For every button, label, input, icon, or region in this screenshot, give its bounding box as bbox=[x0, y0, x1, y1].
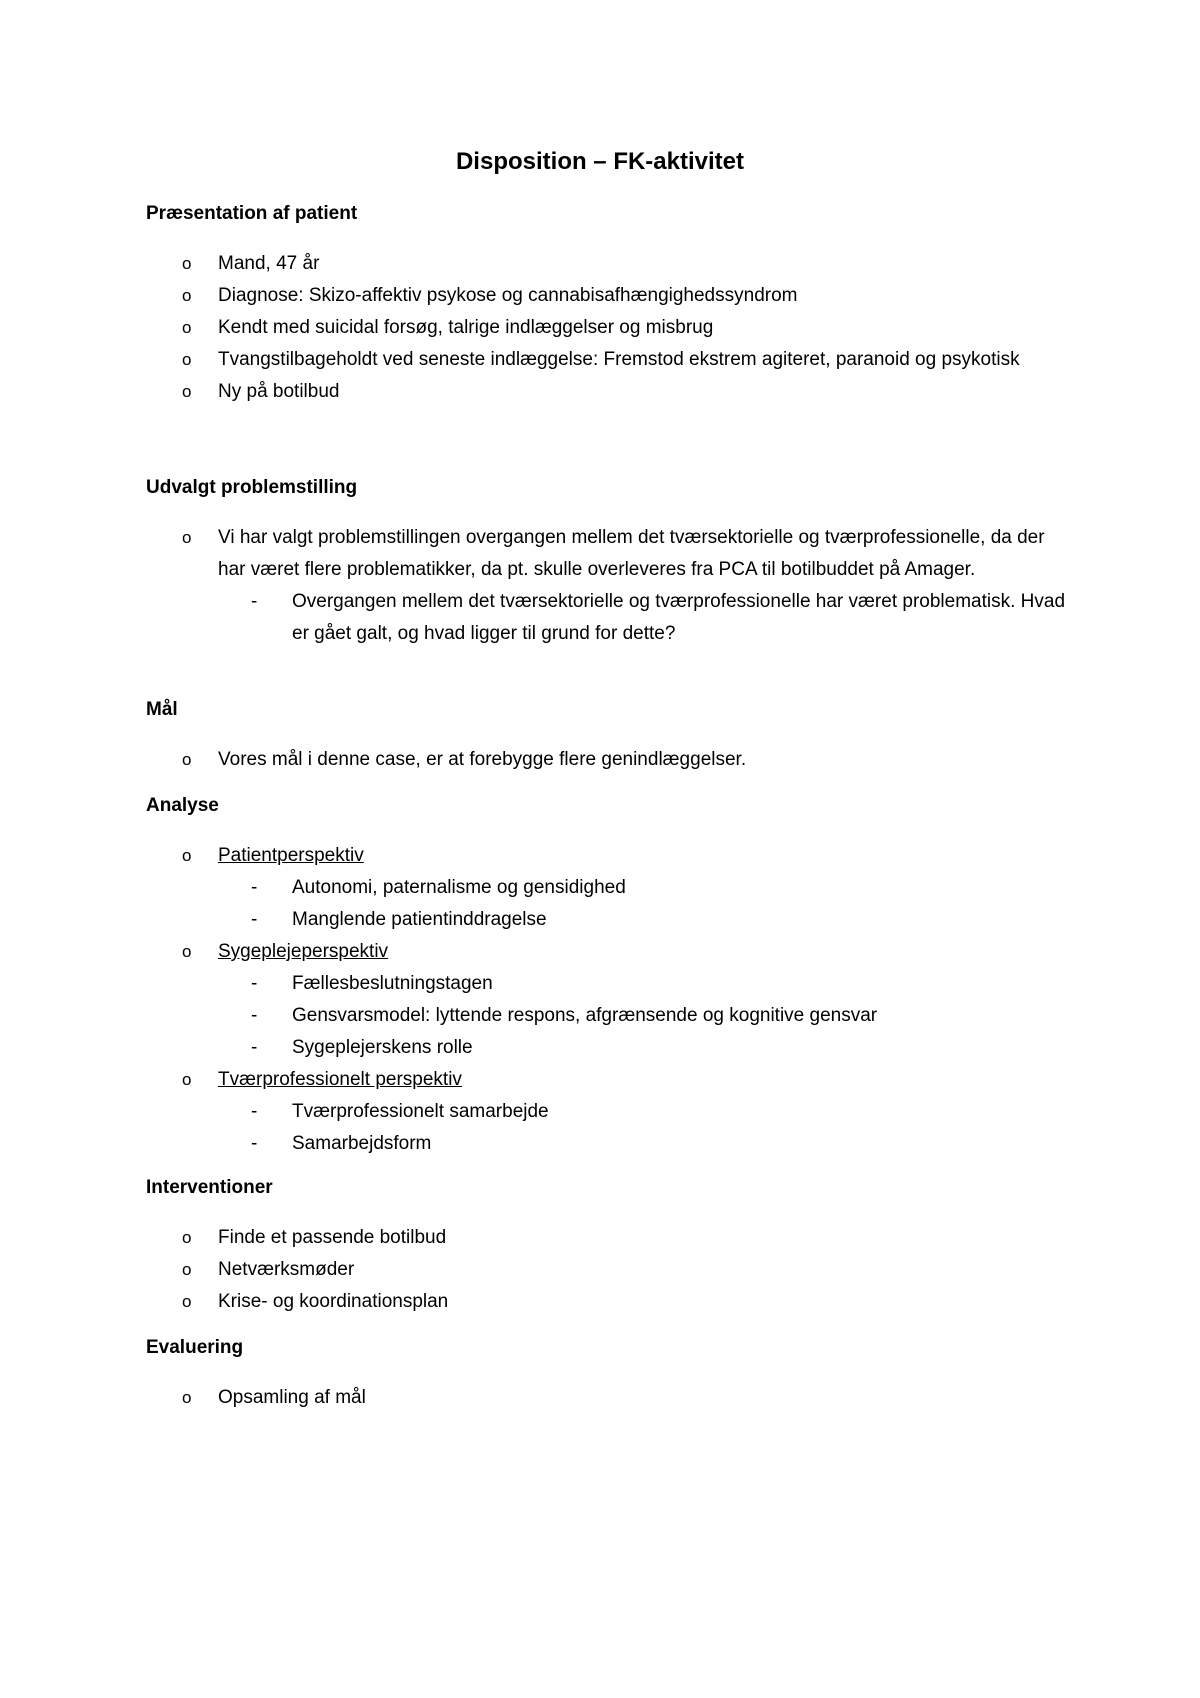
list-item-text: Tvangstilbageholdt ved seneste indlæggelse: Fremstod ekstrem agiteret, paranoid og psykotisk bbox=[218, 349, 1020, 370]
sub-list-item-text: Manglende patientinddragelse bbox=[292, 909, 547, 930]
list-item bbox=[146, 1382, 1076, 1414]
sub-list-item bbox=[146, 968, 1076, 1000]
section-heading-interventions: Interventioner bbox=[146, 1177, 273, 1198]
list-item bbox=[146, 248, 1076, 280]
list-item bbox=[146, 376, 1076, 408]
list-item bbox=[146, 744, 1076, 776]
section-heading-goal: Mål bbox=[146, 699, 178, 720]
sub-list-item-text: Autonomi, paternalisme og gensidighed bbox=[292, 877, 626, 898]
list-item bbox=[146, 344, 1076, 376]
list-item bbox=[146, 312, 1076, 344]
analysis-group-label: Tværprofessionelt perspektiv bbox=[218, 1069, 462, 1090]
bullet-circle: o bbox=[182, 1070, 192, 1089]
bullet-dash: - bbox=[251, 1005, 258, 1026]
sub-list-item bbox=[146, 872, 1076, 904]
bullet-circle: o bbox=[182, 382, 192, 401]
bullet-dash: - bbox=[251, 877, 258, 898]
list-item-text: Vores mål i denne case, er at forebygge flere genindlæggelser. bbox=[218, 749, 747, 770]
bullet-dash: - bbox=[251, 1101, 258, 1122]
list-item-text: Netværksmøder bbox=[218, 1259, 355, 1280]
section-interventions bbox=[146, 1176, 1076, 1318]
bullet-dash: - bbox=[251, 973, 258, 994]
list-item-text: Mand, 47 år bbox=[218, 253, 320, 274]
bullet-circle: o bbox=[182, 942, 192, 961]
sub-list-item bbox=[146, 904, 1076, 936]
bullet-circle: o bbox=[182, 254, 192, 273]
list-item bbox=[146, 280, 1076, 312]
sub-list-item-text: Tværprofessionelt samarbejde bbox=[292, 1101, 549, 1122]
list-item-text: Finde et passende botilbud bbox=[218, 1227, 447, 1248]
bullet-dash: - bbox=[251, 591, 258, 612]
bullet-circle: o bbox=[182, 1260, 192, 1279]
list-item bbox=[146, 1222, 1076, 1254]
bullet-circle: o bbox=[182, 750, 192, 769]
section-heading-analysis: Analyse bbox=[146, 795, 219, 816]
sub-list-item-text: Gensvarsmodel: lyttende respons, afgrænsende og kognitive gensvar bbox=[292, 1005, 878, 1026]
document-title: Disposition – FK-aktivitet bbox=[455, 148, 745, 175]
sub-list-item bbox=[146, 586, 1076, 650]
bullet-circle: o bbox=[182, 350, 192, 369]
list-item bbox=[146, 1286, 1076, 1318]
section-presentation bbox=[146, 202, 1076, 408]
bullet-dash: - bbox=[251, 1037, 258, 1058]
analysis-group-label: Sygeplejeperspektiv bbox=[218, 941, 389, 962]
sub-list-item bbox=[146, 1000, 1076, 1032]
bullet-circle: o bbox=[182, 286, 192, 305]
section-heading-evaluation: Evaluering bbox=[146, 1337, 244, 1358]
bullet-circle: o bbox=[182, 318, 192, 337]
sub-list-item-text: Samarbejdsform bbox=[292, 1133, 432, 1154]
list-item bbox=[146, 522, 1076, 586]
bullet-circle: o bbox=[182, 1228, 192, 1247]
list-item bbox=[146, 1254, 1076, 1286]
list-item-text: Kendt med suicidal forsøg, talrige indlæggelser og misbrug bbox=[218, 317, 714, 338]
list-item-text: Opsamling af mål bbox=[218, 1387, 366, 1408]
sub-list-item-text: Fællesbeslutningstagen bbox=[292, 973, 493, 994]
bullet-dash: - bbox=[251, 909, 258, 930]
sub-list-item bbox=[146, 1032, 1076, 1064]
bullet-circle: o bbox=[182, 846, 192, 865]
sub-list-item bbox=[146, 1096, 1076, 1128]
list-item bbox=[146, 936, 1076, 968]
section-problem bbox=[146, 476, 1076, 650]
analysis-group-label: Patientperspektiv bbox=[218, 845, 364, 866]
section-analysis bbox=[146, 794, 1076, 1160]
section-goal bbox=[146, 698, 1076, 776]
list-item-text: Ny på botilbud bbox=[218, 381, 340, 402]
sub-list-item bbox=[146, 1128, 1076, 1160]
list-item-text: Krise- og koordinationsplan bbox=[218, 1291, 449, 1312]
sub-list-item-text: Sygeplejerskens rolle bbox=[292, 1037, 473, 1058]
list-item-text: Vi har valgt problemstillingen overgangen mellem det tværsektorielle og tværprofessionelle, da der har været flere problematikker, da pt. skulle overleveres fra PCA til botilbuddet på Amager. bbox=[218, 527, 1045, 580]
section-heading-problem: Udvalgt problemstilling bbox=[146, 477, 358, 498]
list-item bbox=[146, 1064, 1076, 1096]
section-heading-presentation: Præsentation af patient bbox=[146, 203, 358, 224]
sub-list-item-text: Overgangen mellem det tværsektorielle og tværprofessionelle har været problematisk. Hvad er gået galt, og hvad ligger til grund for dette? bbox=[292, 591, 1066, 644]
list-item-text: Diagnose: Skizo-affektiv psykose og cannabisafhængighedssyndrom bbox=[218, 285, 798, 306]
bullet-circle: o bbox=[182, 1292, 192, 1311]
bullet-circle: o bbox=[182, 1388, 192, 1407]
section-evaluation bbox=[146, 1336, 1076, 1414]
bullet-dash: - bbox=[251, 1133, 258, 1154]
bullet-circle: o bbox=[182, 528, 192, 547]
list-item bbox=[146, 840, 1076, 872]
